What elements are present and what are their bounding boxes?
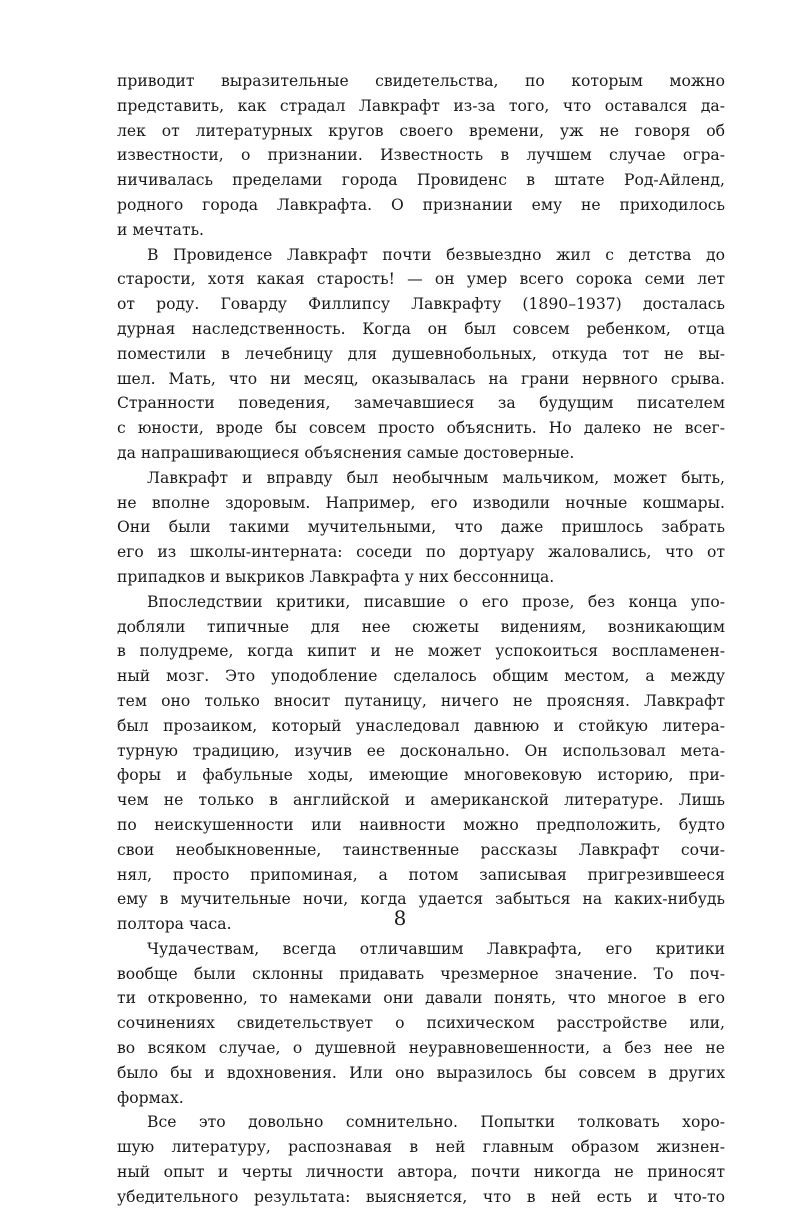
text-line: В Провиденсе Лавкрафт почти безвыездно жил с детства до [147, 245, 725, 264]
text-line: шую литературу, распознавая в ней главным образом жизнен- [117, 1138, 725, 1157]
text-line: Впоследствии критики, писавшие о его прозе, без конца упо- [147, 592, 725, 611]
text-line: Чудачествам, всегда отличавшим Лавкрафта, его критики [147, 939, 725, 958]
text-line: турную традицию, изучив ее досконально. Он использовал мета- [117, 741, 725, 760]
text-line: Странности поведения, замечавшиеся за будущим писателем [117, 394, 725, 413]
text-line: Они были такими мучительными, что даже пришлось забрать [117, 518, 725, 537]
text-line: формах. [117, 1088, 184, 1107]
text-line: да напрашивающиеся объяснения самые достоверные. [117, 443, 575, 462]
text-line: чем не только в английской и американской литературе. Лишь [117, 791, 725, 810]
text-line: во всяком случае, о душевной неуравновешенности, а без нее не [117, 1039, 725, 1058]
text-line: сочинениях свидетельствует о психическом расстройстве или, [117, 1014, 725, 1033]
text-line: приводит выразительные свидетельства, по которым можно [117, 72, 725, 90]
paragraph [117, 466, 725, 590]
text-line: поместили в лечебницу для душевнобольных, откуда тот не вы- [117, 344, 725, 363]
text-line: свои необыкновенные, таинственные рассказы Лавкрафт сочи- [117, 840, 725, 859]
paragraph [117, 243, 725, 466]
text-line: полтора часа. [117, 915, 232, 934]
text-line: его из школы-интерната: соседи по дортуару жаловались, что от [117, 543, 725, 562]
text-line: ти откровенно, то намеками они давали понять, что многое в его [117, 989, 725, 1008]
text-line: известности, о признании. Известность в лучшем случае огра- [117, 146, 725, 165]
text-line: Лавкрафт и вправду был необычным мальчиком, может быть, [147, 468, 725, 487]
text-line: был прозаиком, который унаследовал давнюю и стойкую литера- [117, 716, 725, 735]
paragraph [117, 69, 725, 243]
paragraph [117, 590, 725, 937]
text-line: форы и фабульные ходы, имеющие многовековую историю, при- [117, 766, 725, 785]
text-line: убедительного результата: выясняется, что в ней есть и что-то [117, 1187, 725, 1206]
text-line: было бы и вдохновения. Или оно выразилось бы совсем в других [117, 1063, 725, 1082]
text-line: родного города Лавкрафта. О признании ему не приходилось [117, 195, 725, 214]
text-line: в полудреме, когда кипит и не может успокоиться воспламенен- [117, 642, 725, 661]
body-text [117, 69, 725, 1210]
paragraph [117, 1110, 725, 1209]
text-line: добляли типичные для нее сюжеты видениям, возникающим [117, 617, 725, 636]
text-line: от роду. Говарду Филлипсу Лавкрафту (1890–1937) досталась [117, 295, 725, 314]
text-line: не вполне здоровым. Например, его изводили ночные кошмары. [117, 493, 725, 512]
text-line: и мечтать. [117, 220, 205, 239]
text-line: по неискушенности или наивности можно предположить, будто [117, 815, 725, 834]
text-line: дурная наследственность. Когда он был совсем ребенком, отца [117, 319, 725, 338]
text-line: с юности, вроде бы совсем просто объяснить. Но далеко не всег- [117, 419, 725, 438]
text-line: шел. Мать, что ни месяц, оказывалась на грани нервного срыва. [117, 369, 725, 388]
text-line: старости, хотя какая старость! — он умер всего сорока семи лет [117, 270, 725, 289]
page-number: 8 [393, 906, 407, 930]
text-line: припадков и выкриков Лавкрафта у них бессонница. [117, 567, 555, 586]
text-line: Все это довольно сомнительно. Попытки толковать хоро- [147, 1113, 725, 1132]
text-line: представить, как страдал Лавкрафт из-за того, что оставался да- [117, 96, 725, 115]
paragraph [117, 937, 725, 1111]
text-line: ный опыт и черты личности автора, почти никогда не приносят [117, 1163, 725, 1182]
text-line: лек от литературных кругов своего времени, уж не говоря об [117, 121, 725, 140]
text-line: ничивалась пределами города Провиденс в штате Род-Айленд, [117, 171, 725, 190]
text-line: ему в мучительные ночи, когда удается забыться на каких-нибудь [117, 890, 725, 909]
text-line: тем оно только вносит путаницу, ничего не проясняя. Лавкрафт [117, 691, 725, 710]
text-line: вообще были склонны придавать чрезмерное значение. То поч- [117, 964, 725, 983]
text-line: нял, просто припоминая, а потом записывая пригрезившееся [117, 865, 725, 884]
text-line: ный мозг. Это уподобление сделалось общим местом, а между [117, 667, 725, 686]
